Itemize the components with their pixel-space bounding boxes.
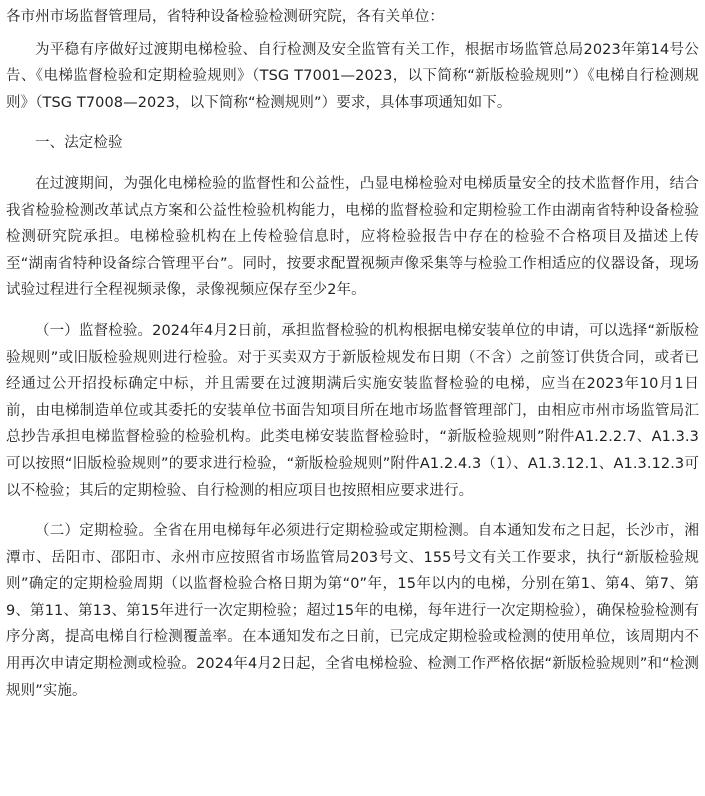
salutation-line: 各市州市场监督管理局，省特种设备检验检测研究院，各有关单位：	[6, 9, 444, 25]
periodic-inspection-paragraph: （二）定期检验。全省在用电梯每年必须进行定期检验或定期检测。自本通知发布之日起，长沙市，湘潭市、岳阳市、邵阳市、永州市应按照省市场监管局203号文、155号文有关工作要求，执行“新版检验规则”确定的定期检验周期（以监督检验合格日期为第“0”年，15年以内的电梯，分别在第1、第4、第7、第9、第11、第13、第15年进行一次定期检验；超过15年的电梯，每年进行一次定期检验），确保检验检测有序分离，提高电梯自行检测覆盖率。在本通知发布之日前，已完成定期检验或检测的使用单位，该周期内不用再次申请定期检测或检验。2024年4月2日起，全省电梯检验、检测工作严格依据“新版检验规则”和“检测规则”实施。	[6, 523, 699, 699]
notice-document	[6, 4, 699, 704]
supervision-inspection-paragraph: （一）监督检验。2024年4月2日前，承担监督检验的机构根据电梯安装单位的申请，可以选择“新版检验规则”或旧版检验规则进行检验。对于买卖双方于新版检规发布日期（不含）之前签订供货合同，或者已经通过公开招投标确定中标，并且需要在过渡期满后实施安装监督检验的电梯，应当在2023年10月1日前，由电梯制造单位或其委托的安装单位书面告知项目所在地市场监督管理部门，由相应市州市场监管局汇总抄告承担电梯监督检验的检验机构。此类电梯安装监督检验时，“新版检验规则”附件A1.2.2.7、A1.3.3可以按照“旧版检验规则”的要求进行检验，“新版检验规则”附件A1.2.4.3（1）、A1.3.12.1、A1.3.12.3可以不检验；其后的定期检验、自行检测的相应项目也按照相应要求进行。	[6, 322, 699, 499]
section-heading-statutory-inspection: 一、法定检验	[35, 135, 123, 152]
section1-body-paragraph: 在过渡期间，为强化电梯检验的监督性和公益性，凸显电梯检验对电梯质量安全的技术监督作用，结合我省检验检测改革试点方案和公益性检验机构能力，电梯的监督检验和定期检验工作由湖南省特种设备检验检测研究院承担。电梯检验机构在上传检验信息时，应将检验报告中存在的检验不合格项目及描述上传至“湖南省特种设备综合管理平台”。同时，按要求配置视频声像采集等与检验工作相适应的仪器设备，现场试验过程进行全程视频录像，录像视频应保存至少2年。	[6, 175, 699, 299]
intro-paragraph: 为平稳有序做好过渡期电梯检验、自行检测及安全监管有关工作，根据市场监管总局2023年第14号公告、《电梯监督检验和定期检验规则》（TSG T7001—2023，以下简称“新版检验规则”）《电梯自行检测规则》（TSG T7008—2023，以下简称“检测规则”）要求，具体事项通知如下。	[6, 41, 699, 111]
